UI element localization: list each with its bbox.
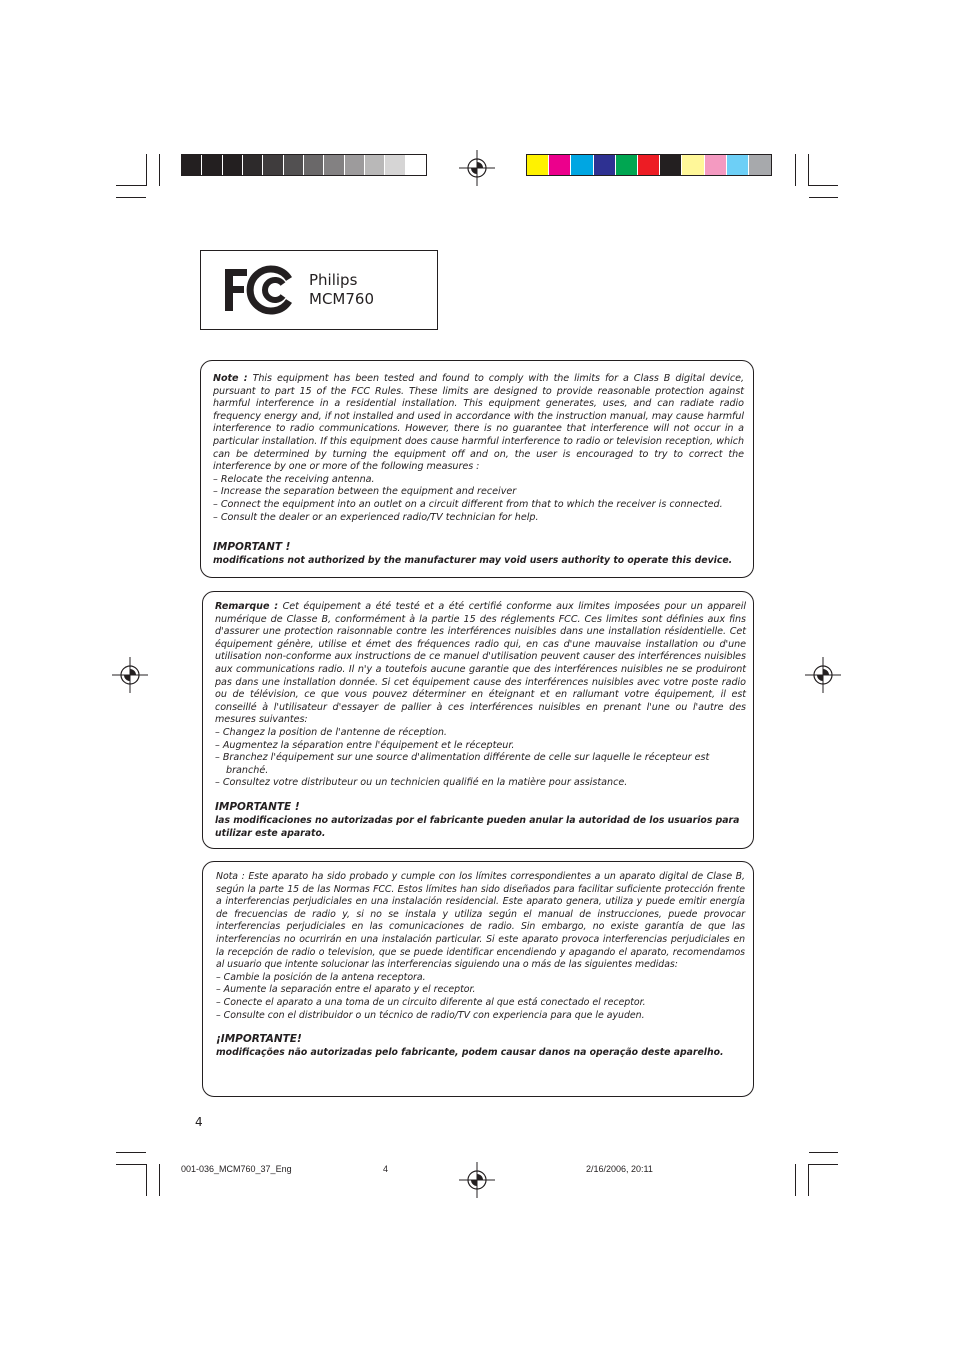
- color-swatch: [660, 155, 682, 175]
- french-fcc-notice: [202, 591, 754, 849]
- registration-mark-icon: [459, 150, 495, 186]
- color-swatch: [571, 155, 593, 175]
- notice-paragraph: [215, 601, 746, 727]
- color-swatch: [182, 155, 202, 175]
- fcc-label-box: [200, 250, 438, 330]
- process-color-bar: [526, 154, 772, 176]
- important-text: modificações não autorizadas pelo fabricante, podem causar danos na operação deste aparelho.: [216, 1047, 724, 1059]
- color-swatch: [202, 155, 222, 175]
- color-swatch: [527, 155, 549, 175]
- color-swatch: [263, 155, 283, 175]
- measure-item: – Connect the equipment into an outlet on a circuit different from that to which the receiver is connected.: [213, 498, 723, 510]
- notice-lead: Remarque :: [215, 601, 279, 612]
- color-swatch: [223, 155, 243, 175]
- measure-item: – Cambie la posición de la antena receptora.: [216, 971, 426, 983]
- color-swatch: [682, 155, 704, 175]
- color-swatch: [616, 155, 638, 175]
- measure-item: – Increase the separation between the equipment and receiver: [213, 486, 517, 498]
- measure-item: – Branchez l'équipement sur une source d'alimentation différente de celle sur laquelle le récepteur est branché.: [215, 752, 710, 776]
- measure-item: – Conecte el aparato a una toma de un circuito diferente al que está conectado el receptor.: [216, 996, 646, 1008]
- measure-item: – Consultez votre distributeur ou un technicien qualifié en la matière pour assistance.: [215, 777, 628, 789]
- notice-body: Cet équipement a été testé et a été certifié conforme aux limites imposées pour un appareil numérique de Classe B, conformément à la partie 15 des réglements FCC. Ces limites sont définies aux fins d'assurer une protection raisonnable contre les interférences nuisibles dans une installation résidentielle. Cet équipement génère, utilise et émet des fréquences radio qui, en cas d'une mauvaise installation ou d'une utilisation non-conforme aux instructions de ce manuel d'utilisation peuvent causer des interférences nuisibles aux communications radio. Il n'y a toutefois aucune garantie que des interférences nuisibles ne se produiront pas dans une installation donnée. Si cet équipement cause des interférences nuisibles avec votre poste radio ou de télévision, ce que vous pouvez déterminer en éteignant et en rallumant votre équipement, il est conseillé à l'utilisateur d'essayer de pallier à ces interférences nuisibles en prenant l'une ou l'autre des mesures suivantes:: [215, 601, 747, 726]
- notice-paragraph: Nota : Este aparato ha sido probado y cumple con los límites correspondientes a un aparato digital de Clase B, según la parte 15 de las Normas FCC. Estos límites han sido diseñados para facilitar suficiente protección frente a interferencias perjudiciales en una instalación residencial. Este aparato genera, utiliza y puede emitir energía de frecuencias de radio y, si no se instala y utiliza según el manual de instrucciones, puede provocar interferencias perjudiciales en las comunicaciones de radio. Sin embargo, no existe garantía de que las interferencias no ocurrirán en una instalación particular. Si este aparato provoca interferencias perjudiciales en la recepción de radio o television, que se puede identificar encendiendo y apagando el aparato, recomendamos al usuario que intente solucionar las interferencias siguiendo una o más de las siguientes medidas:: [216, 871, 745, 971]
- color-swatch: [727, 155, 749, 175]
- color-swatch: [365, 155, 385, 175]
- color-swatch: [304, 155, 324, 175]
- page-number: 4: [195, 1115, 203, 1129]
- grayscale-color-bar: [181, 154, 427, 176]
- slug-filename: 001-036_MCM760_37_Eng: [181, 1164, 292, 1174]
- notice-paragraph: [213, 373, 744, 474]
- fcc-model-label: [309, 271, 374, 309]
- brand-name: Philips: [309, 271, 358, 289]
- color-swatch: [385, 155, 405, 175]
- color-swatch: [406, 155, 426, 175]
- color-swatch: [749, 155, 771, 175]
- slug-datetime: 2/16/2006, 20:11: [586, 1164, 653, 1174]
- important-title: ¡IMPORTANTE!: [216, 1033, 302, 1046]
- model-name: MCM760: [309, 290, 374, 308]
- notice-body: This equipment has been tested and found to comply with the limits for a Class B digital device, pursuant to part 15 of the FCC Rules. These limits are designed to provide reasonable protection against harmful interference in a residential installation. This equipment generates, uses, and can radiate radio frequency energy and, if not installed and used in accordance with the instruction manual, may cause harmful interference to radio communications. However, there is no guarantee that interference will not occur in a particular installation. If this equipment does cause harmful interference to radio or television reception, which can be determined by turning the equipment off and on, the user is encouraged to try to correct the interference by one or more of the following measures :: [213, 373, 744, 473]
- registration-mark-icon: [805, 657, 841, 693]
- color-swatch: [705, 155, 727, 175]
- measure-item: – Consult the dealer or an experienced radio/TV technician for help.: [213, 511, 539, 523]
- important-title: IMPORTANTE !: [215, 800, 300, 813]
- color-swatch: [284, 155, 304, 175]
- color-swatch: [549, 155, 571, 175]
- registration-mark-icon: [459, 1162, 495, 1198]
- spanish-fcc-notice: [202, 861, 754, 1097]
- color-swatch: [324, 155, 344, 175]
- english-fcc-notice: [200, 360, 754, 578]
- measure-item: – Augmentez la séparation entre l'équipement et le récepteur.: [215, 739, 515, 751]
- important-text: modifications not authorized by the manufacturer may void users authority to operate this device.: [213, 555, 733, 567]
- notice-lead: Note :: [213, 373, 248, 384]
- color-swatch: [243, 155, 263, 175]
- registration-mark-icon: [112, 657, 148, 693]
- measure-item: – Aumente la separación entre el aparato y el receptor.: [216, 984, 476, 996]
- measure-item: – Changez la position de l'antenne de réception.: [215, 726, 447, 738]
- measure-item: – Relocate the receiving antenna.: [213, 473, 375, 485]
- color-swatch: [594, 155, 616, 175]
- color-swatch: [345, 155, 365, 175]
- important-text: las modificaciones no autorizadas por el fabricante pueden anular la autoridad de los usuarios para utilizar este aparato.: [215, 814, 740, 839]
- measure-item: – Consulte con el distribuidor o un técnico de radio/TV con experiencia para que le ayuden.: [216, 1009, 645, 1021]
- color-swatch: [638, 155, 660, 175]
- important-title: IMPORTANT !: [213, 541, 291, 554]
- slug-page: 4: [383, 1164, 389, 1174]
- fcc-logo-icon: [223, 265, 295, 315]
